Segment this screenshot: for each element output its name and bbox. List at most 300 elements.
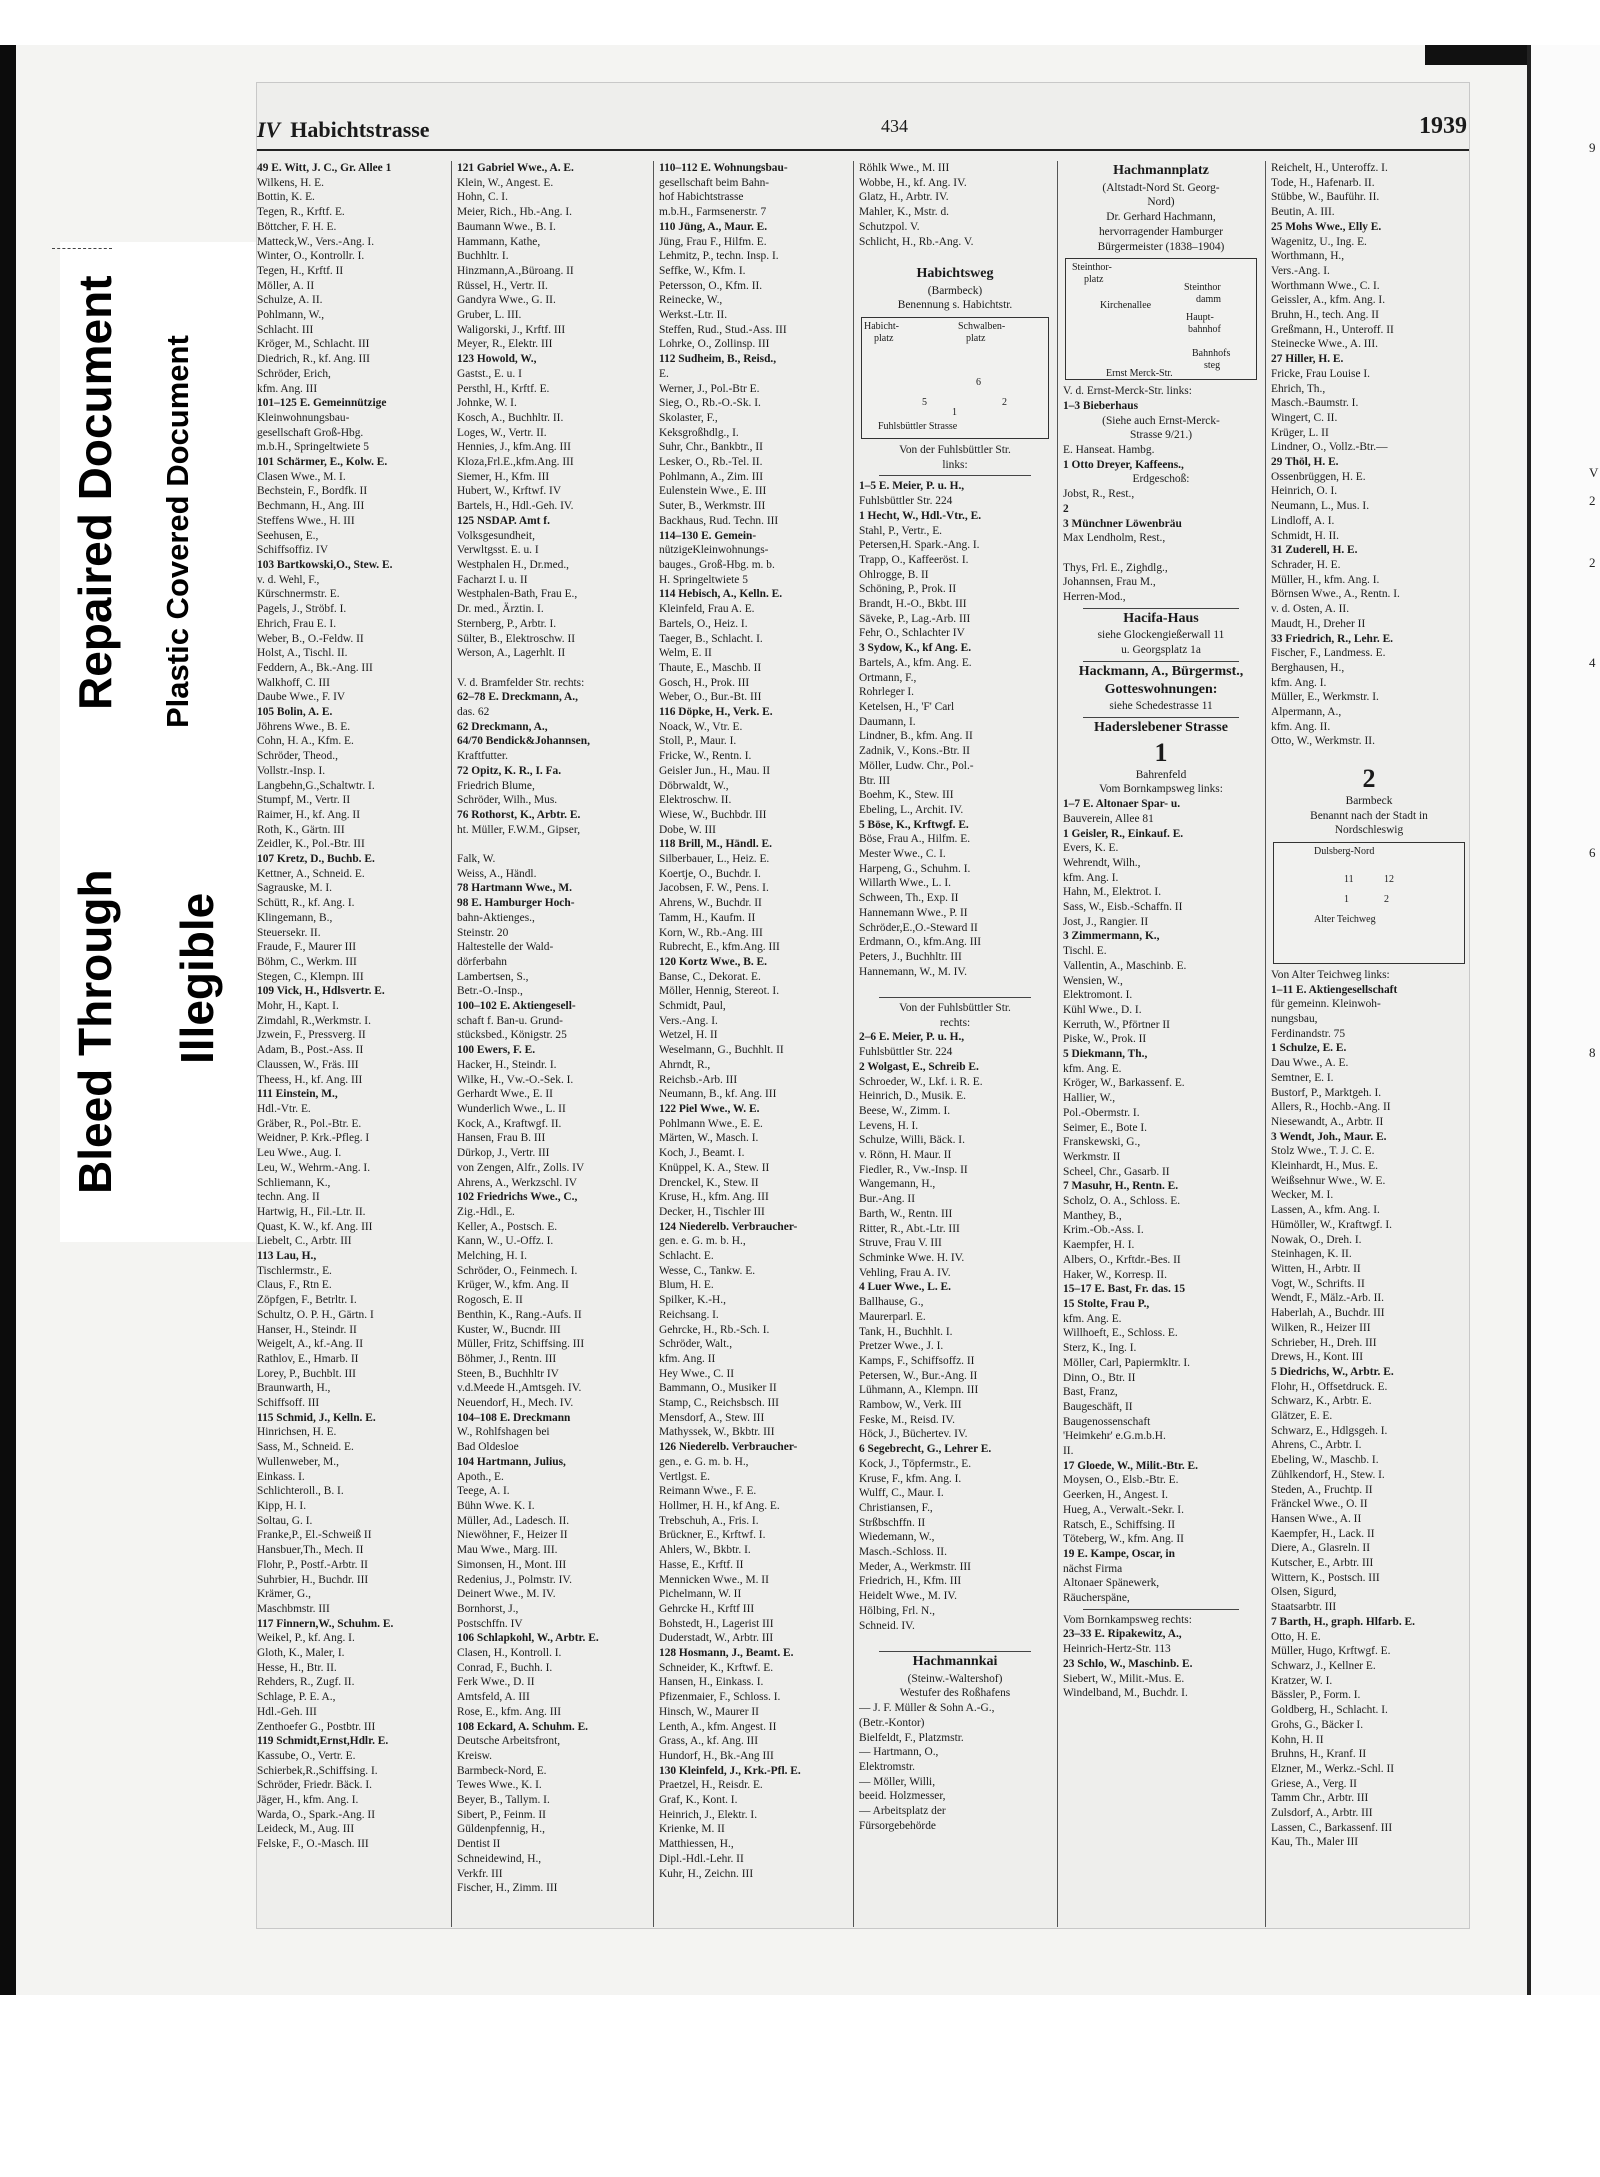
directory-entry: Bartels, H., Hdl.-Geh. IV. <box>457 500 574 513</box>
house-number-entry: 5 Diedrichs, W., Arbtr. E. <box>1271 1365 1394 1378</box>
house-number-entry: 4 Luer Wwe., L. E. <box>859 1281 951 1294</box>
directory-entry: Betr.-O.-Insp., <box>457 985 523 998</box>
directory-entry: Gehrcke H., Krftf III <box>659 1602 755 1615</box>
house-number-entry: 3 Wendt, Joh., Maur. E. <box>1271 1130 1387 1143</box>
section-divider <box>1083 1609 1239 1610</box>
directory-entry: Postschffn. IV <box>457 1617 523 1630</box>
directory-entry: Rüssel, H., Vertr. II. <box>457 279 548 292</box>
directory-entry: Schween, Th., Exp. II <box>859 892 959 905</box>
directory-entry: Elektroschw. II. <box>659 794 732 807</box>
directory-entry: Pol.-Obermstr. I. <box>1063 1106 1140 1119</box>
directory-entry: Btr. III <box>859 774 891 787</box>
street-note: Von der Fuhlsbüttler Str. <box>899 444 1011 457</box>
directory-entry: Daumann, I. <box>859 715 916 728</box>
directory-entry: Schlacht. III <box>257 323 314 336</box>
directory-entry: Gerhardt Wwe., E. II <box>457 1088 553 1101</box>
directory-entry: Kühl Wwe., D. I. <box>1063 1003 1142 1016</box>
directory-entry: Falk, W. <box>457 853 496 866</box>
directory-entry: Hallier, W., <box>1063 1092 1116 1105</box>
directory-entry: Matthiessen, H., <box>659 1838 734 1851</box>
house-number-entry: 64/70 Bendick&Johannsen, <box>457 735 590 748</box>
directory-entry: Maurerparl. E. <box>859 1310 926 1323</box>
directory-entry: — Hartmann, O., <box>859 1746 939 1759</box>
directory-entry: Kuhr, H., Zeichn. III <box>659 1867 754 1880</box>
directory-entry: Masch.-Baumstr. I. <box>1271 397 1359 410</box>
directory-entry: Hollmer, H. H., kf Ang. E. <box>659 1499 780 1512</box>
house-number-entry: 103 Bartkowski,O., Stew. E. <box>257 558 393 571</box>
directory-entry: Dr. med., Ärztin. I. <box>457 603 544 616</box>
directory-entry: Hesse, H., Btr. II. <box>257 1661 337 1674</box>
directory-entry: Verwltgsst. E. u. I <box>457 544 539 557</box>
directory-entry: Boehm, K., Stew. III <box>859 789 954 802</box>
street-note: hervorragender Hamburger <box>1098 225 1224 238</box>
edge-char: 2 <box>1589 493 1596 508</box>
directory-entry: Willhoeft, E., Schloss. E. <box>1063 1327 1178 1340</box>
directory-entry: Masch.-Schloss. II. <box>859 1546 947 1559</box>
map-label: platz <box>874 333 894 345</box>
directory-entry: Kann, W., U.-Offz. I. <box>457 1235 554 1248</box>
directory-entry: Clasen, H., Kontroll. I. <box>457 1647 562 1660</box>
house-number-entry: 2 <box>1063 502 1069 515</box>
directory-entry: v. Rönn, H. Maur. II <box>859 1149 952 1162</box>
directory-entry: Möller, Ludw. Chr., Pol.- <box>859 759 974 772</box>
street-note: Von der Fuhlsbüttler Str. <box>899 1002 1011 1015</box>
directory-entry: Hansen, H., Einkass. I. <box>659 1676 764 1689</box>
directory-entry: Dobe, W. III <box>659 823 716 836</box>
edge-char: 9 <box>1589 140 1596 155</box>
directory-entry: Höck, J., Büchertev. IV. <box>859 1428 968 1441</box>
directory-entry: Suhrbier, H., Buchdr. III <box>257 1573 369 1586</box>
directory-entry: Kruse, H., kfm. Ang. III <box>659 1191 769 1204</box>
directory-entry: — Arbeitsplatz der <box>859 1805 946 1818</box>
directory-entry: Westphalen H., Dr.med., <box>457 558 570 571</box>
directory-entry: kfm. Ang. I. <box>1063 871 1119 884</box>
directory-entry: nungsbau, <box>1271 1013 1318 1026</box>
directory-entry: Werner, J., Pol.-Btr E. <box>659 382 760 395</box>
directory-entry: Hueg, A., Verwalt.-Sekr. I. <box>1063 1503 1184 1516</box>
directory-entry: Willarth Wwe., L. I. <box>859 877 952 890</box>
directory-entry: Sternberg, P., Arbtr. I. <box>457 617 557 630</box>
directory-entry: kfm. Ang. I. <box>1271 676 1327 689</box>
directory-entry: Schwarz, E., Hdlgsgeh. I. <box>1271 1424 1388 1437</box>
directory-entry: Mester Wwe., C. I. <box>859 848 946 861</box>
directory-entry: Maudt, H., Dreher II <box>1271 617 1366 630</box>
directory-entry: Zulsdorf, A., Arbtr. III <box>1271 1807 1373 1820</box>
directory-entry: Kipp, H. I. <box>257 1499 307 1512</box>
directory-entry: Tode, H., Hafenarb. II. <box>1271 176 1375 189</box>
directory-entry: Verkfr. III <box>457 1867 503 1880</box>
directory-entry: Bohstedt, H., Lagerist III <box>659 1617 774 1630</box>
directory-entry: Haltestelle der Wald- <box>457 941 554 954</box>
house-number-entry: 106 Schlapkohl, W., Arbtr. E. <box>457 1632 599 1645</box>
directory-entry: Pohlmann, W., <box>257 309 325 322</box>
directory-entry: Petersson, O., Kfm. II. <box>659 279 763 292</box>
section-divider <box>879 475 1031 476</box>
directory-entry: Döbrwaldt, W., <box>659 779 729 792</box>
directory-entry: Meier, Rich., Hb.-Ang. I. <box>457 206 573 219</box>
directory-entry: Alpermann, A., <box>1271 706 1342 719</box>
directory-entry: Winter, O., Kontrollr. I. <box>257 250 365 263</box>
directory-entry: Backhaus, Rud. Techn. III <box>659 514 779 527</box>
directory-entry: Bruhn, H., tech. Ang. II <box>1271 309 1379 322</box>
directory-entry: Mathyssek, W., Bkbtr. III <box>659 1426 775 1439</box>
directory-entry: Drews, H., Kont. III <box>1271 1351 1364 1364</box>
house-number-entry: 25 Mohs Wwe., Elly E. <box>1271 220 1382 233</box>
house-number-entry: 126 Niederelb. Verbraucher- <box>659 1441 798 1454</box>
directory-entry: hof Habichtstrasse <box>659 191 744 204</box>
directory-entry: Deinert Wwe., M. IV. <box>457 1588 556 1601</box>
directory-entry: Böse, Frau A., Hilfm. E. <box>859 833 971 846</box>
house-number-entry: 105 Bolin, A. E. <box>257 706 333 719</box>
directory-entry: Jobst, R., Rest., <box>1063 488 1135 501</box>
directory-entry: Einkass. I. <box>257 1470 305 1483</box>
directory-entry: Thaute, E., Maschb. II <box>659 661 762 674</box>
directory-entry: Keksgroßhdlg., I. <box>659 426 739 439</box>
directory-entry: Krüger, W., kfm. Ang. II <box>457 1279 569 1292</box>
directory-entry: Fehr, O., Schlachter IV <box>859 627 965 640</box>
directory-entry: Bur.-Ang. II <box>859 1193 915 1206</box>
directory-entry: Feske, M., Reisd. IV. <box>859 1413 955 1426</box>
directory-entry: Seffke, W., Kfm. I. <box>659 264 746 277</box>
directory-entry: Lindloff, A. I. <box>1271 514 1335 527</box>
directory-entry: Steinhagen, K. II. <box>1271 1248 1352 1261</box>
directory-entry: Vehling, Frau A. IV. <box>859 1266 951 1279</box>
directory-entry: bauges., Groß-Hbg. m. b. <box>659 558 775 571</box>
directory-entry: — J. F. Müller & Sohn A.-G., <box>859 1702 995 1715</box>
house-number-entry: 76 Rothorst, K., Arbtr. E. <box>457 808 581 821</box>
house-number-entry: 27 Hiller, H. E. <box>1271 353 1344 366</box>
street-note: (Siehe auch Ernst-Merck- <box>1102 414 1220 427</box>
house-number-entry: 29 Thöl, H. E. <box>1271 456 1339 469</box>
directory-entry: Märten, W., Masch. I. <box>659 1132 759 1145</box>
directory-entry: Kratzer, W. I. <box>1271 1674 1333 1687</box>
directory-entry: Fuhlsbüttler Str. 224 <box>859 1046 953 1059</box>
directory-entry: Kröger, M., Schlacht. III <box>257 338 370 351</box>
house-number-entry: 1–7 E. Altonaer Spar- u. <box>1063 798 1181 811</box>
directory-entry: Zimdahl, R.,Werkmstr. I. <box>257 1014 371 1027</box>
directory-entry: Friedrich, H., Kfm. III <box>859 1575 962 1588</box>
directory-entry: Weißsehnur Wwe., W. E. <box>1271 1174 1386 1187</box>
directory-entry: Elektromstr. <box>859 1760 915 1773</box>
directory-entry: Pohlmann, A., Zim. III <box>659 470 764 483</box>
directory-entry: Roth, K., Gärtn. III <box>257 823 345 836</box>
directory-entry: Böhmer, J., Rentn. III <box>457 1352 557 1365</box>
directory-entry: Hannemann, W., M. IV. <box>859 965 967 978</box>
directory-entry: Klingemann, B., <box>257 911 333 924</box>
directory-entry: Duderstadt, W., Arbtr. III <box>659 1632 774 1645</box>
directory-entry: Friedrich Blume, <box>457 779 535 792</box>
directory-entry: Lehmitz, P., techn. Insp. I. <box>659 250 779 263</box>
directory-entry: Reichelt, H., Unteroffz. I. <box>1271 162 1388 174</box>
directory-entry: Lassen, A., kfm. Ang. I. <box>1271 1204 1380 1217</box>
directory-entry: Piske, W., Prok. II <box>1063 1033 1147 1046</box>
directory-entry: Warda, O., Spark.-Ang. II <box>257 1808 376 1821</box>
column-divider <box>653 161 654 1927</box>
directory-entry: Waligorski, J., Krftf. III <box>457 323 566 336</box>
directory-entry: Weber, B., O.-Feldw. II <box>257 632 364 645</box>
directory-entry: Dipl.-Hdl.-Lehr. II <box>659 1852 744 1865</box>
directory-entry: Schmidt, H. II. <box>1271 529 1340 542</box>
directory-entry: Schlichteroll., B. I. <box>257 1485 344 1498</box>
directory-entry: v. d. Wehl, F., <box>257 573 320 586</box>
directory-entry: Ahlers, W., Bkbtr. I. <box>659 1544 751 1557</box>
house-number-entry: 72 Opitz, K. R., I. Fa. <box>457 764 562 777</box>
map-label: Alter Teichweg <box>1314 913 1376 925</box>
directory-entry: Fraude, F., Maurer III <box>257 941 357 954</box>
directory-entry: Kettner, A., Schneid. E. <box>257 867 365 880</box>
directory-entry: Ketelsen, H., 'F' Carl <box>859 700 955 713</box>
directory-entry: Taeger, B., Schlacht. I. <box>659 632 763 645</box>
house-number-entry: 111 Einstein, M., <box>257 1088 338 1101</box>
directory-entry: Schröder, Wilh., Mus. <box>457 794 558 807</box>
directory-entry: Ferdinandstr. 75 <box>1271 1027 1346 1040</box>
directory-entry: Werson, A., Lagerhlt. II <box>457 647 566 660</box>
directory-entry: Schlage, P. E. A., <box>257 1691 336 1704</box>
directory-entry: kfm. Ang. E. <box>1063 1312 1122 1325</box>
house-number-entry: 78 Hartmann Wwe., M. <box>457 882 572 895</box>
directory-entry: Hubert, W., Krftwf. IV <box>457 485 562 498</box>
map-label: steg <box>1204 360 1221 372</box>
directory-entry: kfm. Ang. III <box>257 382 318 395</box>
directory-entry: Baugenossenschaft <box>1063 1415 1151 1428</box>
directory-entry: Pichelmann, W. II <box>659 1588 742 1601</box>
directory-entry: Banse, C., Dekorat. E. <box>659 970 761 983</box>
directory-entry: (Betr.-Kontor) <box>859 1716 925 1729</box>
directory-entry: Walkhoff, C. III <box>257 676 330 689</box>
directory-entry: Krämer, G., <box>257 1588 311 1601</box>
directory-entry: Tischlermstr., E. <box>257 1264 332 1277</box>
directory-entry: Schminke Wwe. H. IV. <box>859 1252 965 1264</box>
directory-entry: Stegen, C., Klempn. III <box>257 970 364 983</box>
edge-char: V <box>1589 465 1599 480</box>
section-divider <box>1083 608 1239 609</box>
directory-entry: Weselmann, G., Buchhlt. II <box>659 1044 784 1057</box>
directory-entry: Manthey, B., <box>1063 1209 1122 1222</box>
directory-entry: Sass, W., Eisb.-Schaffn. II <box>1063 901 1183 914</box>
directory-entry: Rathlov, E., Hmarb. II <box>257 1352 359 1365</box>
directory-entry: Wullenweber, M., <box>257 1455 339 1468</box>
street-note: Nord) <box>1147 196 1175 209</box>
directory-entry: Trebschuh, A., Fris. I. <box>659 1514 759 1527</box>
directory-entry: Trapp, O., Kaffeeröst. I. <box>859 553 969 566</box>
directory-entry: Haker, W., Korresp. II. <box>1063 1268 1167 1281</box>
directory-entry: Güldenpfennig, H., <box>457 1823 545 1836</box>
column-1 <box>257 161 445 1927</box>
directory-entry: Neumann, L., Mus. I. <box>1271 500 1370 513</box>
directory-entry: dörferbahn <box>457 955 507 968</box>
directory-entry: Leideck, M., Aug. III <box>257 1823 355 1836</box>
directory-entry: Ehrich, Frau E. I. <box>257 617 337 630</box>
street-note: Strasse 9/21.) <box>1129 429 1192 442</box>
directory-entry: Klein, W., Angest. E. <box>457 176 554 189</box>
directory-entry: Hümöller, W., Kraftwgf. I. <box>1271 1218 1393 1231</box>
directory-entry: Nowak, O., Dreh. I. <box>1271 1233 1362 1246</box>
map-label: platz <box>966 333 986 345</box>
directory-entry: Koertje, O., Buchdr. I. <box>659 867 761 880</box>
house-number-entry: 125 NSDAP. Amt f. <box>457 514 550 527</box>
house-number-entry: 1–5 E. Meier, P. u. H., <box>859 480 965 493</box>
house-number-entry: 113 Lau, H., <box>257 1250 317 1263</box>
directory-entry: Elzner, M., Werkz.-Schl. II <box>1271 1762 1395 1775</box>
house-number-entry: 1–3 Bieberhaus <box>1063 399 1138 412</box>
house-number-entry: 23–33 E. Ripakewitz, A., <box>1063 1628 1182 1641</box>
directory-entry: Ahrens, C., Arbtr. I. <box>1271 1439 1362 1452</box>
directory-entry: Neumann, B., kf. Ang. III <box>659 1088 777 1101</box>
directory-entry: Scheel, Chr., Gasarb. II <box>1063 1165 1170 1178</box>
house-number-entry: 101 Schärmer, E., Kolw. E. <box>257 456 388 469</box>
warning-plastic-covered: Plastic Covered Document <box>160 335 195 728</box>
directory-entry: E. Hanseat. Hambg. <box>1063 444 1155 457</box>
map-label: 12 <box>1384 873 1394 885</box>
directory-entry: Niewöhner, F., Heizer II <box>457 1529 568 1542</box>
edge-char: 2 <box>1589 555 1596 570</box>
directory-entry: Blum, H. E. <box>659 1279 714 1292</box>
directory-entry: Seimer, E., Bote I. <box>1063 1121 1148 1134</box>
directory-entry: Bechmann, H., Ang. III <box>257 500 365 513</box>
directory-entry: Säveke, P., Lag.-Arb. III <box>859 612 971 625</box>
directory-entry: Kutscher, E., Arbtr. III <box>1271 1557 1374 1570</box>
directory-entry: Wagenitz, U., Ing. E. <box>1271 235 1367 248</box>
directory-entry: Stübbe, W., Bauführ. II. <box>1271 191 1380 204</box>
directory-entry: Eulenstein Wwe., E. III <box>659 485 767 498</box>
directory-entry: Möller, Carl, Papiermkltr. I. <box>1063 1356 1191 1369</box>
directory-entry: Pretzer Wwe., J. I. <box>859 1340 944 1353</box>
directory-entry: nächst Firma <box>1063 1562 1123 1575</box>
directory-entry: Melching, H. I. <box>457 1250 527 1263</box>
house-number-entry: 100 Ewers, F. E. <box>457 1044 536 1057</box>
directory-entry: Skolaster, F., <box>659 411 718 424</box>
house-number-entry: 115 Schmid, J., Kelln. E. <box>257 1411 376 1424</box>
house-number-entry: 2–6 E. Meier, P. u. H., <box>859 1031 965 1044</box>
directory-entry: Soltau, G. I. <box>257 1514 313 1527</box>
directory-entry: Mohr, H., Kapt. I. <box>257 1000 339 1013</box>
house-number-entry: 3 Münchner Löwenbräu <box>1063 517 1182 530</box>
directory-entry: Weigelt, A., kf.-Ang. II <box>257 1338 364 1351</box>
house-number-entry: 1 Geisler, R., Einkauf. E. <box>1063 827 1184 840</box>
directory-entry: Kerruth, W., Pförtner II <box>1063 1018 1170 1031</box>
map-label: Bahnhofs <box>1192 348 1231 360</box>
directory-entry: Schrieber, H., Dreh. III <box>1271 1336 1377 1349</box>
directory-entry: Vers.-Ang. I. <box>1271 264 1330 277</box>
directory-entry: Rubrecht, E., kfm.Ang. III <box>659 941 780 954</box>
directory-entry: Sülter, B., Elektroschw. II <box>457 632 576 645</box>
directory-entry: Stolz Wwe., T. J. C. E. <box>1271 1145 1375 1158</box>
directory-entry: Lesker, O., Rb.-Tel. II. <box>659 456 763 469</box>
directory-entry: Wulff, C., Maur. I. <box>859 1487 944 1500</box>
directory-entry: Graf, K., Kont. I. <box>659 1794 738 1807</box>
directory-entry: Jacobsen, F. W., Pens. I. <box>659 882 769 895</box>
directory-entry: Beutin, A. III. <box>1271 206 1335 219</box>
directory-entry: Fricke, W., Rentn. I. <box>659 750 752 763</box>
directory-entry: Böhm, C., Werkm. III <box>257 955 357 968</box>
directory-entry: Schulze, A. II. <box>257 294 323 307</box>
directory-entry: Ortmann, F., <box>859 671 917 684</box>
house-number-entry: 1 Schulze, E. E. <box>1271 1042 1347 1055</box>
directory-entry: Schmidt, Paul, <box>659 1000 726 1013</box>
directory-entry: Feddern, A., Bk.-Ang. III <box>257 661 373 674</box>
directory-entry: Hartwig, H., Fil.-Ltr. II. <box>257 1205 366 1218</box>
directory-entry: Müller, E., Werkmstr. I. <box>1271 691 1379 704</box>
directory-entry: Claus, F., Rtn E. <box>257 1279 332 1292</box>
directory-entry: Spilker, K.-H., <box>659 1294 726 1307</box>
directory-entry <box>859 1633 1051 1648</box>
column-divider <box>451 161 452 1927</box>
map-label: Steinthor- <box>1072 262 1112 274</box>
directory-entry: nützigeKleinwohnungs- <box>659 544 769 557</box>
directory-entry: Strßbschffn. II <box>859 1516 926 1529</box>
directory-entry: ht. Müller, F.W.M., Gipser, <box>457 823 581 836</box>
directory-entry: Harpeng, G., Schuhm. I. <box>859 862 971 875</box>
directory-entry: Krim.-Ob.-Ass. I. <box>1063 1224 1144 1237</box>
directory-entry: Schröder, Friedr. Bäck. I. <box>257 1779 373 1792</box>
directory-entry: Heinrich, J., Elektr. I. <box>659 1808 758 1821</box>
directory-entry: Kleinfeld, Frau A. E. <box>659 603 755 616</box>
directory-entry: m.b.H., Farmsenerstr. 7 <box>659 206 767 219</box>
directory-entry: kfm. Ang. II <box>659 1352 716 1365</box>
directory-entry: Pohlmann Wwe., E. E. <box>659 1117 763 1130</box>
directory-entry: Barmbeck-Nord, E. <box>457 1764 547 1777</box>
directory-entry: Ballhause, G., <box>859 1296 924 1309</box>
directory-entry: Vom Bornkampsweg rechts: <box>1063 1613 1192 1626</box>
street-note: Dr. Gerhard Hachmann, <box>1106 211 1216 224</box>
directory-entry: Tischl. E. <box>1063 945 1107 958</box>
directory-entry: Vollstr.-Insp. I. <box>257 764 326 777</box>
directory-entry: Jöhrens Wwe., B. E. <box>257 720 351 733</box>
directory-entry: Heinrich-Hertz-Str. 113 <box>1063 1643 1171 1656</box>
section-divider <box>1083 661 1239 662</box>
house-number-entry: 124 Niederelb. Verbraucher- <box>659 1220 798 1233</box>
directory-entry: Kröger, W., Barkassenf. E. <box>1063 1077 1185 1090</box>
directory-entry: Levens, H. I. <box>859 1119 919 1132</box>
edge-char: 4 <box>1589 655 1596 670</box>
street-part-number: 2 <box>1362 763 1376 793</box>
map-label: Schwalben- <box>958 321 1006 333</box>
directory-entry: Schulze, Willi, Bäck. I. <box>859 1134 965 1147</box>
directory-entry: Goldberg, H., Schlacht. I. <box>1271 1704 1388 1717</box>
map1-street-map <box>861 317 1049 439</box>
directory-entry: Daube Wwe., F. IV <box>257 691 346 704</box>
page-number: 434 <box>881 116 908 136</box>
directory-entry: Schroeder, W., Lkf. i. R. E. <box>859 1075 983 1088</box>
directory-entry: Wendt, F., Mälz.-Arb. II. <box>1271 1292 1384 1305</box>
directory-entry: Hansen, Frau B. III <box>457 1132 546 1145</box>
column-divider <box>853 161 854 1927</box>
directory-entry: Lühmann, A., Klempn. III <box>859 1384 979 1397</box>
directory-entry: Werkst.-Ltr. II. <box>659 309 728 322</box>
directory-entry: Steffen, Rud., Stud.-Ass. III <box>659 323 787 336</box>
directory-entry: Benthin, K., Rang.-Aufs. II <box>457 1308 582 1321</box>
directory-entry: Hasse, E., Krftf. II <box>659 1558 744 1571</box>
directory-entry: Wesse, C., Tankw. E. <box>659 1264 756 1277</box>
house-number-entry: 120 Kortz Wwe., B. E. <box>659 955 767 968</box>
page-title: Habichtstrasse <box>290 117 430 142</box>
directory-entry: Claussen, W., Fräs. III <box>257 1058 359 1071</box>
directory-entry: Steinecke Wwe., A. III. <box>1271 338 1379 351</box>
directory-entry: Peters, J., Buchhltr. III <box>859 950 962 963</box>
directory-entry: Staatsarbtr. III <box>1271 1601 1337 1614</box>
directory-entry: das. 62 <box>457 706 490 719</box>
map-label: 11 <box>1344 873 1354 885</box>
directory-entry: Rohrleger I. <box>859 686 915 699</box>
directory-entry: Seehusen, E., <box>257 529 319 542</box>
directory-entry: Ehrich, Th., <box>1271 382 1326 395</box>
directory-entry: Schutzpol. V. <box>859 220 920 233</box>
directory-entry: Lenth, A., kfm. Angest. II <box>659 1720 777 1733</box>
directory-entry: Kosch, A., Buchhltr. II. <box>457 411 564 424</box>
directory-entry: von Zengen, Alfr., Zolls. IV <box>457 1161 585 1174</box>
street-note: siehe Schedestrasse 11 <box>1109 700 1213 713</box>
directory-entry: Lindner, O., Vollz.-Btr.— <box>1271 441 1388 454</box>
